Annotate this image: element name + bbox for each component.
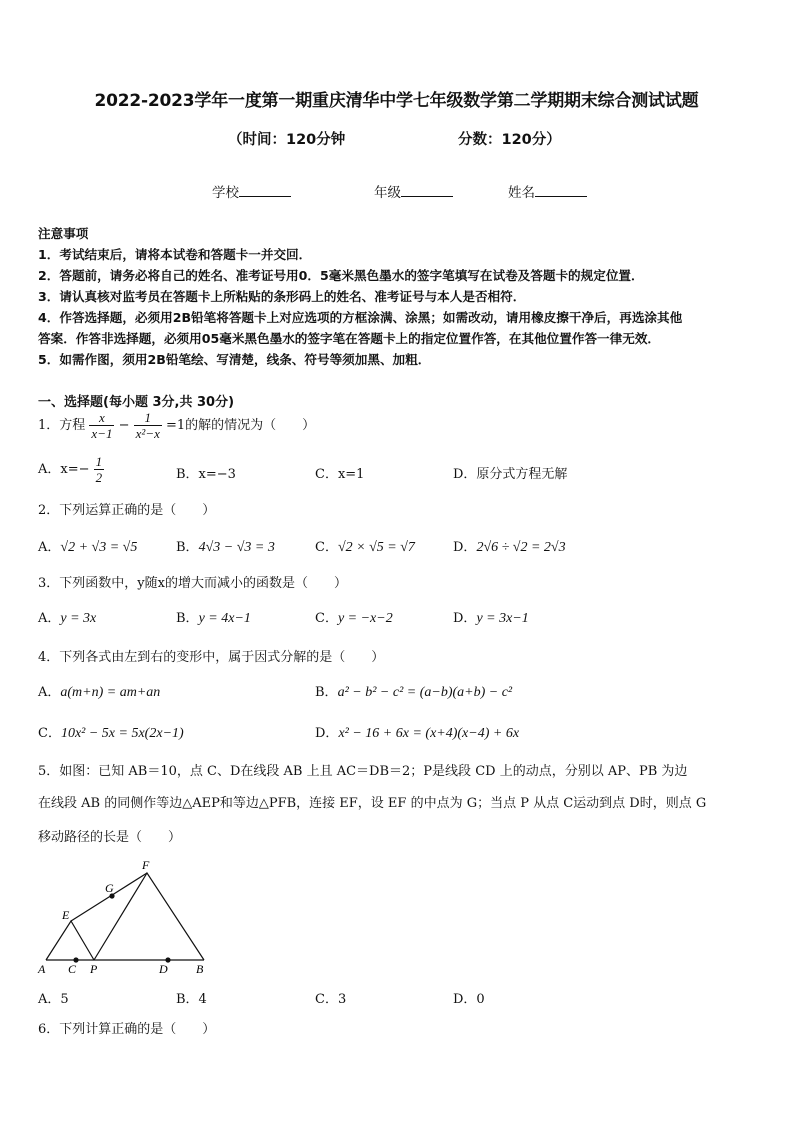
q4-option-a: A．a(m+n) = am+an [38, 685, 161, 700]
school-blank [239, 183, 291, 197]
name-label: 姓名 [508, 185, 535, 201]
question-5-line-3: 移动路径的长是（ ） [38, 830, 182, 845]
label-b: B [196, 962, 204, 976]
label-f: F [142, 858, 150, 872]
label-g: G [105, 881, 114, 895]
notice-item: 2．答题前，请务必将自己的姓名、准考证号用0．5毫米黑色墨水的签字笔填写在试卷及答题卡的规定位置． [38, 268, 644, 283]
notice-heading: 注意事项 [38, 226, 89, 241]
label-p: P [90, 962, 98, 976]
q2-option-c: C．√2 × √5 = √7 [315, 540, 415, 555]
question-3-stem: 3．下列函数中，y随x的增大而减小的函数是（ ） [38, 576, 347, 591]
notice-item: 答案．作答非选择题，必须用05毫米黑色墨水的签字笔在答题卡上的指定位置作答，在其他位置作答一律无效． [38, 331, 661, 346]
q3-option-a: A．y = 3x [38, 611, 97, 626]
grade-blank [401, 183, 453, 197]
notice-item: 4．作答选择题，必须用2B铅笔将答题卡上对应选项的方框涂满、涂黑；如需改动，请用橡皮擦干净后，再选涂其他 [38, 310, 683, 325]
q2-option-b: B．4√3 − √3 = 3 [176, 540, 275, 555]
triangle-aep [46, 921, 94, 960]
q1-suffix: =1的解的情况为（ ） [166, 418, 316, 433]
q1-prefix: 1．方程 [38, 418, 86, 433]
q5-option-d: D．0 [453, 992, 485, 1007]
paper-title: 2022-2023学年一度第一期重庆清华中学七年级数学第二学期期末综合测试试题 [94, 91, 699, 111]
grade-field [374, 181, 453, 201]
label-e: E [62, 908, 70, 922]
q2-option-d: D．2√6 ÷ √2 = 2√3 [453, 540, 566, 555]
school-label: 学校 [212, 185, 239, 201]
q3-option-d: D．y = 3x−1 [453, 611, 529, 626]
q3-option-b: B．y = 4x−1 [176, 611, 251, 626]
section-heading: 一、选择题(每小题 3分,共 30分) [38, 395, 235, 410]
name-blank [535, 183, 587, 197]
q3-option-c: C．y = −x−2 [315, 611, 393, 626]
q1-option-b: B．x=−3 [176, 467, 236, 482]
question-6-stem: 6．下列计算正确的是（ ） [38, 1022, 216, 1037]
question-1 [38, 410, 315, 441]
notice-item: 3．请认真核对监考员在答题卡上所粘贴的条形码上的姓名、准考证号与本人是否相符． [38, 289, 526, 304]
geometry-figure [34, 855, 214, 977]
q1-option-a: A．x=− $\frac{1}{2}$ [38, 454, 103, 485]
q1-minus: − [118, 418, 130, 433]
q1-fraction-1: $\frac{x}{x-1}$ [91, 410, 113, 441]
notice-item: 5．如需作图，须用2B铅笔绘、写清楚，线条、符号等须加黑、加粗． [38, 352, 431, 367]
question-5-line-2: 在线段 AB 的同侧作等边△AEP和等边△PFB，连接 EF，设 EF 的中点为 G；当点 P 从点 C运动到点 D时，则点 G [38, 796, 707, 811]
label-a: A [38, 962, 46, 976]
q5-option-c: C．3 [315, 992, 347, 1007]
q5-option-b: B．4 [176, 992, 207, 1007]
q1-option-d: D．原分式方程无解 [453, 467, 568, 482]
label-c: C [68, 962, 77, 976]
q1-fraction-2: $\frac{1}{\text{x²−x}}$ [135, 410, 160, 441]
question-2-stem: 2．下列运算正确的是（ ） [38, 503, 216, 518]
school-field [212, 181, 291, 201]
q4-option-c: C．10x² − 5x = 5x(2x−1) [38, 726, 184, 741]
question-4-stem: 4．下列各式由左到右的变形中，属于因式分解的是（ ） [38, 650, 385, 665]
q4-option-d: D．x² − 16 + 6x = (x+4)(x−4) + 6x [315, 726, 520, 741]
score-info: 分数：120分） [458, 132, 561, 148]
q2-option-a: A．√2 + √3 = √5 [38, 540, 138, 555]
notice-item: 1．考试结束后，请将本试卷和答题卡一并交回． [38, 247, 312, 262]
q5-option-a: A．5 [38, 992, 69, 1007]
label-d: D [159, 962, 168, 976]
name-field [508, 181, 587, 201]
question-5-line-1: 5．如图：已知 AB＝10，点 C、D在线段 AB 上且 AC＝DB＝2；P是线段 CD 上的动点，分别以 AP、PB 为边 [38, 764, 688, 779]
q1-option-a-fraction: $\frac{1}{2}$ [95, 454, 103, 485]
grade-label: 年级 [374, 185, 401, 201]
q4-option-b: B．a² − b² − c² = (a−b)(a+b) − c² [315, 685, 513, 700]
time-info: （时间：120分钟 [228, 132, 346, 148]
q1-option-c: C．x=1 [315, 467, 365, 482]
